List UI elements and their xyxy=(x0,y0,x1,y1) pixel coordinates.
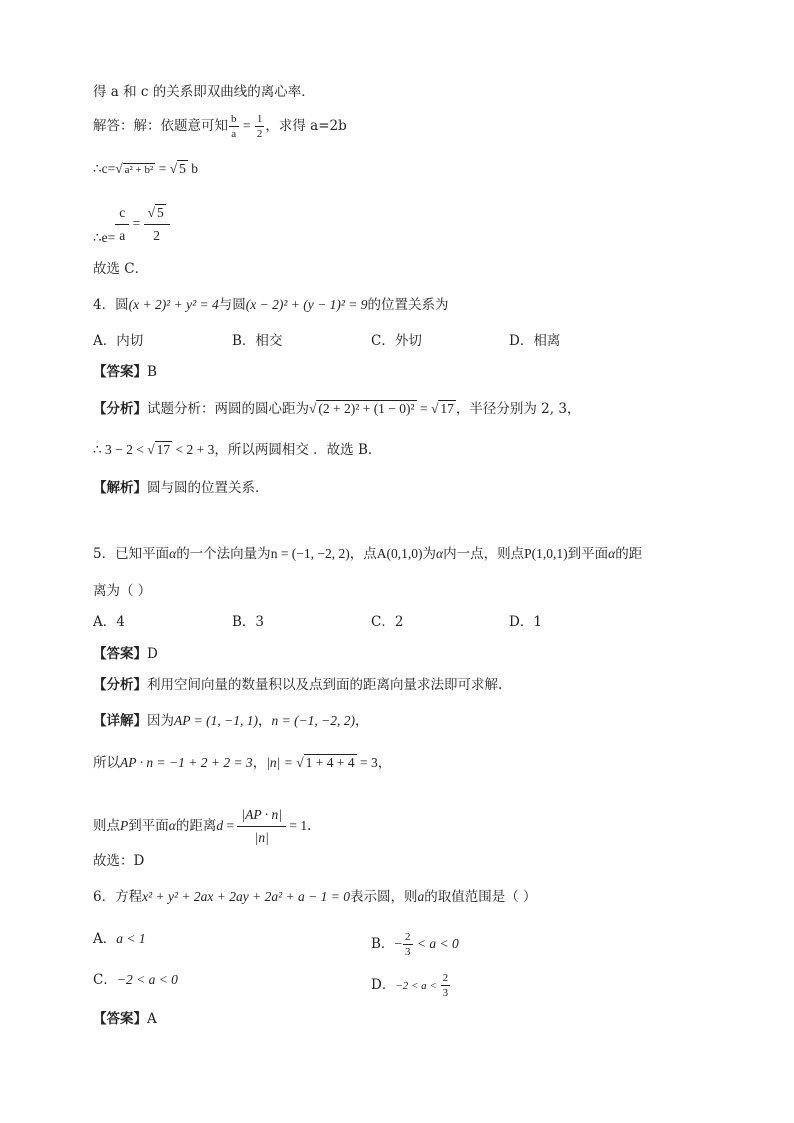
text: 的距 xyxy=(615,546,643,562)
text: b xyxy=(187,161,198,176)
answer-line xyxy=(93,1010,157,1028)
text: ，求得 a=2b xyxy=(265,118,347,134)
option-d: D．1 xyxy=(509,614,542,630)
fraction xyxy=(229,112,239,141)
text: 5．已知平面 xyxy=(93,546,170,562)
text: ，半径分别为 2, 3， xyxy=(455,401,581,417)
square-root: √ 17 xyxy=(430,401,454,416)
detail-line xyxy=(93,712,369,730)
denominator: 3 xyxy=(405,946,411,958)
square-root: √ 17 xyxy=(147,442,171,457)
analysis-line xyxy=(93,400,580,418)
choose-line xyxy=(93,852,144,870)
option-d xyxy=(371,971,451,1000)
denominator: a xyxy=(231,128,237,140)
equals: = xyxy=(223,818,238,833)
equals: = xyxy=(155,161,170,176)
symbol: α xyxy=(169,546,177,561)
formula: AP = (1, −1, 1) xyxy=(174,713,258,728)
text: . xyxy=(307,818,312,834)
text: 离为（ ） xyxy=(93,583,152,599)
question-5-stem xyxy=(93,545,642,563)
answer-line xyxy=(93,645,158,663)
option-label: C． xyxy=(93,972,117,988)
option-a: A．内切 xyxy=(93,333,144,349)
option-b xyxy=(371,930,459,959)
symbol: d xyxy=(216,818,224,833)
symbol: P xyxy=(120,818,129,833)
formula: A(0,1,0) xyxy=(376,546,423,561)
square-root: √ (2 + 2)² + (1 − 0)² xyxy=(309,401,415,416)
radicand: 5 xyxy=(157,205,164,220)
analysis-tag: 【分析】 xyxy=(93,677,147,693)
radicand: 17 xyxy=(440,401,454,416)
option-label: D． xyxy=(371,977,396,993)
text: 到平面 xyxy=(567,546,609,562)
numerator: |AP · n| xyxy=(237,804,286,827)
text: 故选 C． xyxy=(93,261,149,277)
text: 则点 xyxy=(93,818,120,834)
denominator: a xyxy=(119,228,126,243)
text: 到平面 xyxy=(128,818,169,834)
text: 6．方程 xyxy=(93,889,143,905)
radicand: 1 + 4 + 4 xyxy=(305,755,355,770)
explanation-tag: 【解析】 xyxy=(93,480,147,496)
square-root: √ a² + b² xyxy=(115,161,154,176)
option-c: C．外切 xyxy=(371,333,422,349)
fraction xyxy=(403,930,413,959)
text: 表示圆，则 xyxy=(349,889,418,905)
radicand: a² + b² xyxy=(124,164,154,176)
square-root: √ 1 + 4 + 4 xyxy=(296,755,355,770)
square-root: √ 5 xyxy=(169,161,186,176)
symbol: α xyxy=(168,818,176,833)
answer-value: A xyxy=(147,1011,157,1027)
text: ， xyxy=(257,713,272,729)
text: 圆与圆的位置关系． xyxy=(147,480,269,496)
formula-line xyxy=(93,202,170,247)
fraction xyxy=(441,971,451,1000)
analysis-line-2 xyxy=(93,441,381,459)
option-d: D．相离 xyxy=(509,333,561,349)
formula: −2 < a < xyxy=(395,980,440,992)
option-a: A．4 xyxy=(93,614,125,630)
formula: n = (−1, −2, 2) xyxy=(271,713,356,728)
answer-tag: 【答案】 xyxy=(93,364,147,380)
text: ，点 xyxy=(349,546,377,562)
denominator: 3 xyxy=(442,987,449,999)
fraction xyxy=(115,202,129,247)
fraction xyxy=(144,202,170,247)
formula: (x + 2)² + y² = 4 xyxy=(128,297,219,312)
radicand: 17 xyxy=(156,442,171,457)
numerator: 2 xyxy=(442,972,449,984)
option-c: C．2 xyxy=(371,614,404,630)
numerator: b xyxy=(231,113,237,125)
numerator: √ 5 xyxy=(144,202,170,225)
text: 解答：解：依题意可知 xyxy=(93,118,228,134)
text: 得 a 和 c 的关系即双曲线的离心率． xyxy=(93,84,315,100)
text: ， xyxy=(252,755,267,771)
answer-value: D xyxy=(147,646,158,662)
answer-value: B xyxy=(147,364,157,380)
text-line xyxy=(93,83,315,101)
formula: |n| = xyxy=(266,755,297,770)
option-b: B．3 xyxy=(232,614,265,630)
option-c xyxy=(93,971,178,989)
text: 所以 xyxy=(93,755,120,771)
detail-line-2 xyxy=(93,754,391,772)
option-label: A． xyxy=(93,931,117,947)
radicand: (2 + 2)² + (1 − 0)² xyxy=(318,401,415,416)
text: 内一点，则点 xyxy=(443,546,525,562)
formula: x² + y² + 2ax + 2ay + 2a² + a − 1 = 0 xyxy=(142,889,350,904)
answer-line xyxy=(93,363,157,381)
formula: = 3 xyxy=(356,755,378,770)
denominator: 2 xyxy=(256,128,263,140)
symbol: α xyxy=(436,546,444,561)
text: ∴c= xyxy=(93,161,116,176)
question-4-stem xyxy=(93,296,449,314)
fraction xyxy=(237,804,286,849)
formula: AP · n = −1 + 2 + 2 = 3 xyxy=(120,755,253,770)
equals: = xyxy=(129,215,144,231)
formula: −2 < a < 0 xyxy=(116,972,178,987)
text: ， xyxy=(355,713,369,729)
answer-tag: 【答案】 xyxy=(93,1011,147,1027)
numerator: 2 xyxy=(405,931,411,943)
text: 为 xyxy=(422,546,437,562)
symbol: α xyxy=(608,546,616,561)
numerator: c xyxy=(115,202,129,225)
text: 与圆 xyxy=(218,297,246,313)
formula: = 1 xyxy=(286,818,308,833)
question-6-stem xyxy=(93,888,537,906)
answer-tag: 【答案】 xyxy=(93,646,147,662)
formula: a < 1 xyxy=(116,931,146,946)
denominator: |n| xyxy=(254,830,269,845)
numerator: 1 xyxy=(256,113,263,125)
formula: ∴ 3 − 2 < xyxy=(93,442,148,457)
text: 的距离 xyxy=(175,818,217,834)
formula: < a < 0 xyxy=(413,936,459,951)
equals: = xyxy=(239,118,254,133)
analysis-line xyxy=(93,676,502,694)
text: ，所以两圆相交 ．故选 B． xyxy=(214,442,382,458)
analysis-tag: 【分析】 xyxy=(93,401,147,417)
text: ， xyxy=(377,755,392,771)
formula: − xyxy=(394,936,403,951)
text: 的取值范围是（ ） xyxy=(424,889,537,905)
text: 故选：D xyxy=(93,853,145,869)
fraction xyxy=(255,112,265,141)
option-label: B． xyxy=(371,936,395,952)
formula: n = (−1, −2, 2) xyxy=(270,546,350,561)
option-b: B．相交 xyxy=(232,333,283,349)
explanation-line xyxy=(93,479,269,497)
detail-tag: 【详解】 xyxy=(93,713,147,729)
denominator: 2 xyxy=(153,228,161,243)
text: 的位置关系为 xyxy=(367,297,449,313)
formula: (x − 2)² + (y − 1)² = 9 xyxy=(245,297,368,312)
text-line xyxy=(93,112,347,141)
text: 4．圆 xyxy=(93,297,129,313)
detail-line-3 xyxy=(93,804,311,849)
text: ∴e= xyxy=(93,229,116,245)
text-line xyxy=(93,260,148,278)
symbol: a xyxy=(417,889,425,904)
text: 因为 xyxy=(147,713,174,729)
formula: P(1,0,1) xyxy=(524,546,568,561)
formula: < 2 + 3 xyxy=(172,442,215,457)
formula-line xyxy=(93,160,198,179)
text: 的一个法向量为 xyxy=(176,546,271,562)
radicand: 5 xyxy=(179,161,186,176)
equals: = xyxy=(416,401,431,416)
option-a xyxy=(93,930,146,948)
text: 利用空间向量的数量积以及点到面的距离向量求法即可求解. xyxy=(147,677,503,693)
question-5-stem-2 xyxy=(93,582,151,600)
text: 试题分析：两圆的圆心距为 xyxy=(147,401,309,417)
